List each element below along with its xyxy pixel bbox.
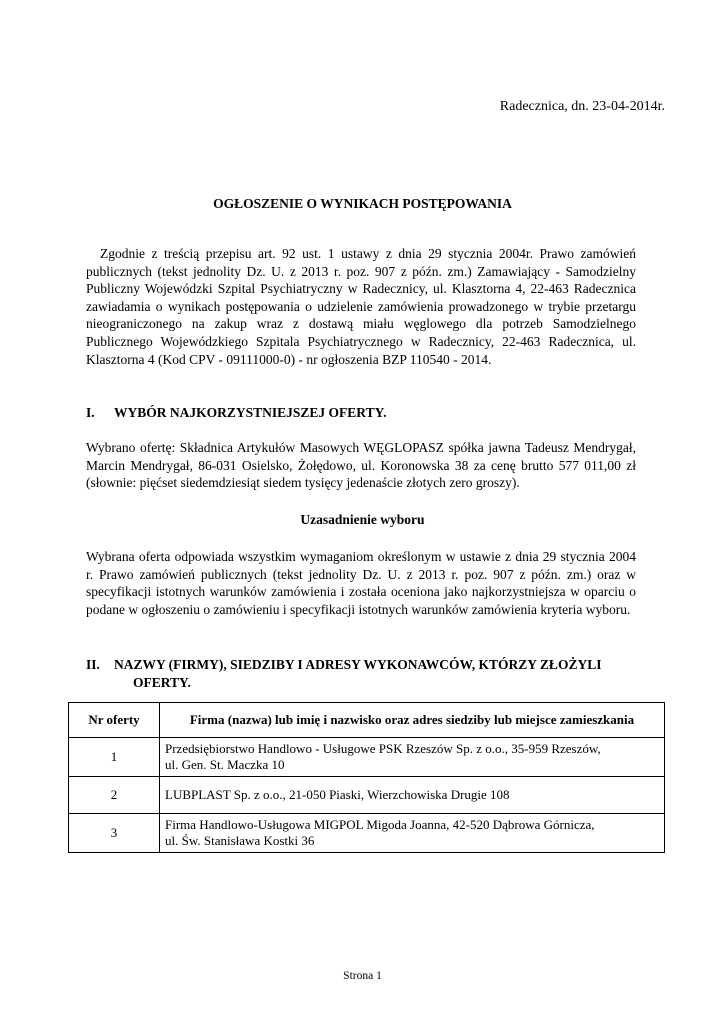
offer-number: 1 [69, 738, 160, 777]
section-2-heading [86, 656, 646, 691]
offer-company [160, 814, 665, 853]
offer-company [160, 738, 665, 777]
section-1-heading [86, 405, 386, 421]
section-1-number: I. [86, 405, 95, 420]
offer-company-line1: Firma Handlowo-Usługowa MIGPOL Migoda Joanna, 42-520 Dąbrowa Górnicza, [165, 817, 595, 832]
selected-offer-paragraph: Wybrano ofertę: Składnica Artykułów Masowych WĘGLOPASZ spółka jawna Tadeusz Mendrygał, Marcin Mendrygał, 86-031 Osielsko, Żołędowo, ul. Koronowska 38 za cenę brutto 577 011,00 zł (słownie: pięćset siedemdziesiąt siedem tysięcy jedenaście złotych zero groszy). [86, 440, 636, 491]
page-number: Strona 1 [343, 970, 382, 982]
section-2-title-line2: OFERTY. [133, 674, 191, 690]
offer-number: 2 [69, 777, 160, 814]
table-row [69, 738, 665, 777]
offer-company-line1: LUBPLAST Sp. z o.o., 21-050 Piaski, Wierzchowiska Drugie 108 [165, 787, 510, 802]
table-header-row [69, 703, 665, 738]
offer-company-line2: ul. Gen. St. Maczka 10 [165, 757, 285, 772]
offer-company [160, 777, 665, 814]
section-1-title: WYBÓR NAJKORZYSTNIEJSZEJ OFERTY. [114, 405, 387, 420]
document-date: Radecznica, dn. 23-04-2014r. [499, 99, 665, 114]
column-header-offer-number: Nr oferty [69, 703, 160, 738]
table-row [69, 814, 665, 853]
offer-company-line2: ul. Św. Stanisława Kostki 36 [165, 833, 315, 848]
intro-paragraph: Zgodnie z treścią przepisu art. 92 ust. 1 ustawy z dnia 29 stycznia 2004r. Prawo zamówień publicznych (tekst jednolity Dz. U. z 2013 r. poz. 907 z późn. zm.) Zamawiający - Samodzielny Publiczny Wojewódzki Szpital Psychiatryczny w Radecznicy, ul. Klasztorna 4, 22-463 Radecznica zawiadamia o wynikach postępowania o udzielenie zamówienia prowadzonego w trybie przetargu nieograniczonego na zakup wraz z dostawą miału węglowego dla potrzeb Samodzielnego Publicznego Wojewódzkiego Szpitala Psychiatrycznego w Radecznicy, 22-463 Radecznica, ul. Klasztorna 4 (Kod CPV - 09111000-0) - nr ogłoszenia BZP 110540 - 2014. [86, 246, 636, 367]
justification-paragraph: Wybrana oferta odpowiada wszystkim wymaganiom określonym w ustawie z dnia 29 stycznia 2004 r. Prawo zamówień publicznych (tekst jednolity Dz. U. z 2013 r. poz. 907 z późn. zm.) oraz w specyfikacji istotnych warunków zamówienia i została oceniona jako najkorzystniejsza w oparciu o podane w ogłoszeniu o zamówieniu i specyfikacji istotnych warunków zamówienia kryteria wyboru. [86, 549, 636, 617]
document-title: OGŁOSZENIE O WYNIKACH POSTĘPOWANIA [213, 196, 512, 211]
offer-number: 3 [69, 814, 160, 853]
column-header-company: Firma (nazwa) lub imię i nazwisko oraz adres siedziby lub miejsce zamieszkania [160, 703, 665, 738]
offers-table [68, 702, 665, 853]
section-2-title-line1: NAZWY (FIRMY), SIEDZIBY I ADRESY WYKONAWCÓW, KTÓRZY ZŁOŻYLI [114, 657, 602, 672]
justification-heading: Uzasadnienie wyboru [300, 512, 425, 527]
table-row [69, 777, 665, 814]
offer-company-line1: Przedsiębiorstwo Handlowo - Usługowe PSK Rzeszów Sp. z o.o., 35-959 Rzeszów, [165, 741, 601, 756]
section-2-number: II. [86, 657, 100, 672]
